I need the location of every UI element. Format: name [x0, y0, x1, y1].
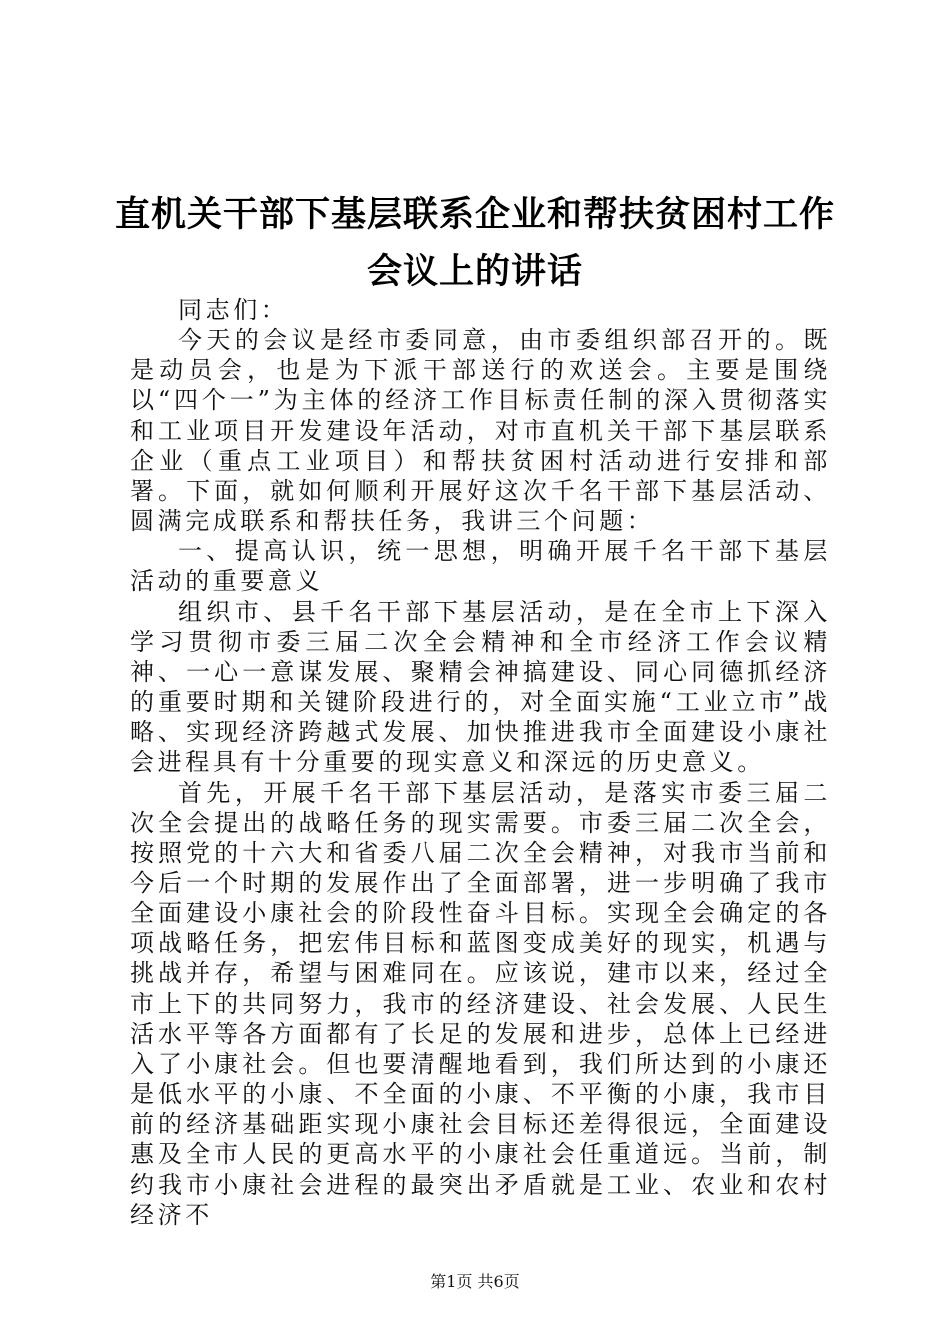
section-heading-1: 一、提高认识，统一思想，明确开展千名干部下基层活动的重要意义 [130, 537, 831, 596]
document-title [110, 186, 840, 300]
paragraph-first-point: 首先，开展千名干部下基层活动，是落实市委三届二次全会提出的战略任务的现实需要。市委三届二次全会，按照党的十六大和省委八届二次全会精神，对我市当前和今后一个时期的发展作出了全面部署，进一步明确了我市全面建设小康社会的阶段性奋斗目标。实现全会确定的各项战略任务，把宏伟目标和蓝图变成美好的现实，机遇与挑战并存，希望与困难同在。应该说，建市以来，经过全市上下的共同努力，我市的经济建设、社会发展、人民生活水平等各方面都有了长足的发展和进步，总体上已经进入了小康社会。但也要清醒地看到，我们所达到的小康还是低水平的小康、不全面的小康、不平衡的小康，我市目前的经济基础距实现小康社会目标还差得很远，全面建设惠及全市人民的更高水平的小康社会任重道远。当前，制约我市小康社会进程的最突出矛盾就是工业、农业和农村经济不 [130, 778, 831, 1229]
paragraph-significance: 组织市、县千名干部下基层活动，是在全市上下深入学习贯彻市委三届二次全会精神和全市经济工作会议精神、一心一意谋发展、聚精会神搞建设、同心同德抓经济的重要时期和关键阶段进行的，对全面实施“工业立市”战略、实现经济跨越式发展、加快推进我市全面建设小康社会进程具有十分重要的现实意义和深远的历史意义。 [130, 597, 831, 777]
title-line-2: 会议上的讲话 [366, 251, 583, 292]
page-number-footer: 第1页 共6页 [430, 1272, 520, 1291]
paragraph-intro: 今天的会议是经市委同意，由市委组织部召开的。既是动员会，也是为下派干部送行的欢送会。主要是围绕以“四个一”为主体的经济工作目标责任制的深入贯彻落实和工业项目开发建设年活动，对市直机关干部下基层联系企业（重点工业项目）和帮扶贫困村活动进行安排和部署。下面，就如何顺利开展好这次千名干部下基层活动、圆满完成联系和帮扶任务，我讲三个问题： [130, 326, 831, 536]
title-line-1: 直机关干部下基层联系企业和帮扶贫困村工作 [114, 194, 835, 235]
salutation: 同志们： [178, 296, 289, 324]
document-body [130, 295, 831, 1230]
